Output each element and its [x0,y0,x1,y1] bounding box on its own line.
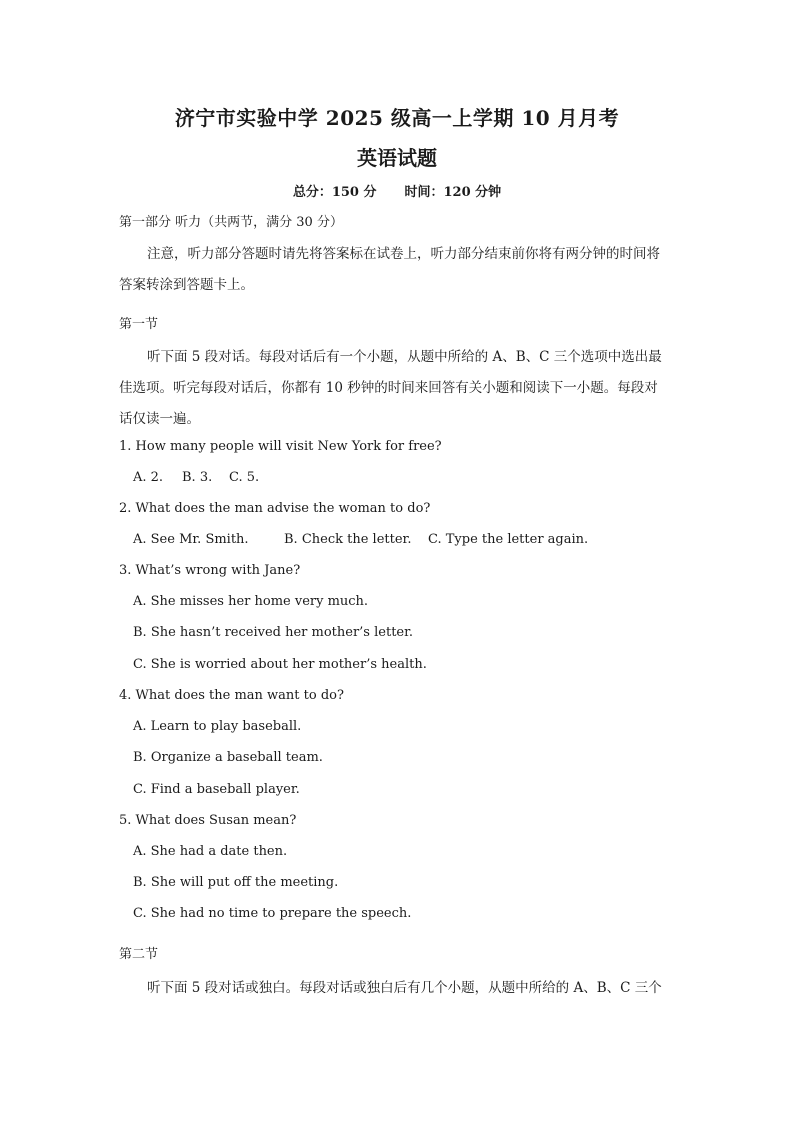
time-label: 时间： [404,185,444,200]
q3-option-b[interactable]: B. She hasn’t received her mother’s letter. [133,625,414,640]
q1-option-b[interactable]: B. 3. [182,470,213,485]
q5-option-a[interactable]: A. She had a date then. [133,844,288,859]
question-2-stem: 2. What does the man advise the woman to do? [119,501,431,516]
total-value: 150 分 [331,185,377,200]
question-2-options [133,532,588,547]
section2-heading: 第二节 [119,947,159,962]
q1-option-c[interactable]: C. 5. [229,470,260,485]
question-1-stem: 1. How many people will visit New York for free? [119,439,442,454]
section2-instr-line-1: 听下面 5 段对话或独白。每段对话或独白后有几个小题，从题中所给的 A、B、C 三个 [147,980,662,996]
section1-instr-line-3: 话仅读一遍。 [119,411,200,427]
section1-instr-line-2: 佳选项。听完每段对话后，你都有 10 秒钟的时间来回答有关小题和阅读下一小题。每段对 [119,380,658,396]
section1-instr-line-1: 听下面 5 段对话。每段对话后有一个小题，从题中所给的 A、B、C 三个选项中选出最 [147,349,662,365]
section1-heading: 第一节 [119,317,159,332]
q5-option-b[interactable]: B. She will put off the meeting. [133,875,339,890]
question-1-options [133,470,259,485]
total-label: 总分： [292,185,332,200]
time-value: 120 分钟 [443,185,502,200]
q2-option-c[interactable]: C. Type the letter again. [428,532,589,547]
q5-option-c[interactable]: C. She had no time to prepare the speech. [133,906,412,921]
exam-title: 济宁市实验中学 2025 级高一上学期 10 月月考 [174,106,620,130]
q3-option-c[interactable]: C. She is worried about her mother’s health. [133,657,427,672]
q4-option-c[interactable]: C. Find a baseball player. [133,782,300,797]
question-3-stem: 3. What’s wrong with Jane? [119,563,301,578]
score-time-line [0,181,794,200]
question-5-stem: 5. What does Susan mean? [119,813,297,828]
question-4-stem: 4. What does the man want to do? [119,688,344,703]
q2-option-b[interactable]: B. Check the letter. [284,532,412,547]
q3-option-a[interactable]: A. She misses her home very much. [133,594,369,609]
q1-option-a[interactable]: A. 2. [133,470,164,485]
q2-option-a[interactable]: A. See Mr. Smith. [133,532,249,547]
part1-heading: 第一部分 听力（共两节，满分 30 分） [119,215,343,230]
q4-option-b[interactable]: B. Organize a baseball team. [133,750,323,765]
subject-title: 英语试题 [357,146,437,170]
q4-option-a[interactable]: A. Learn to play baseball. [133,719,302,734]
notice-line-2: 答案转涂到答题卡上。 [119,277,254,293]
notice-line-1: 注意，听力部分答题时请先将答案标在试卷上，听力部分结束前你将有两分钟的时间将 [147,246,660,262]
